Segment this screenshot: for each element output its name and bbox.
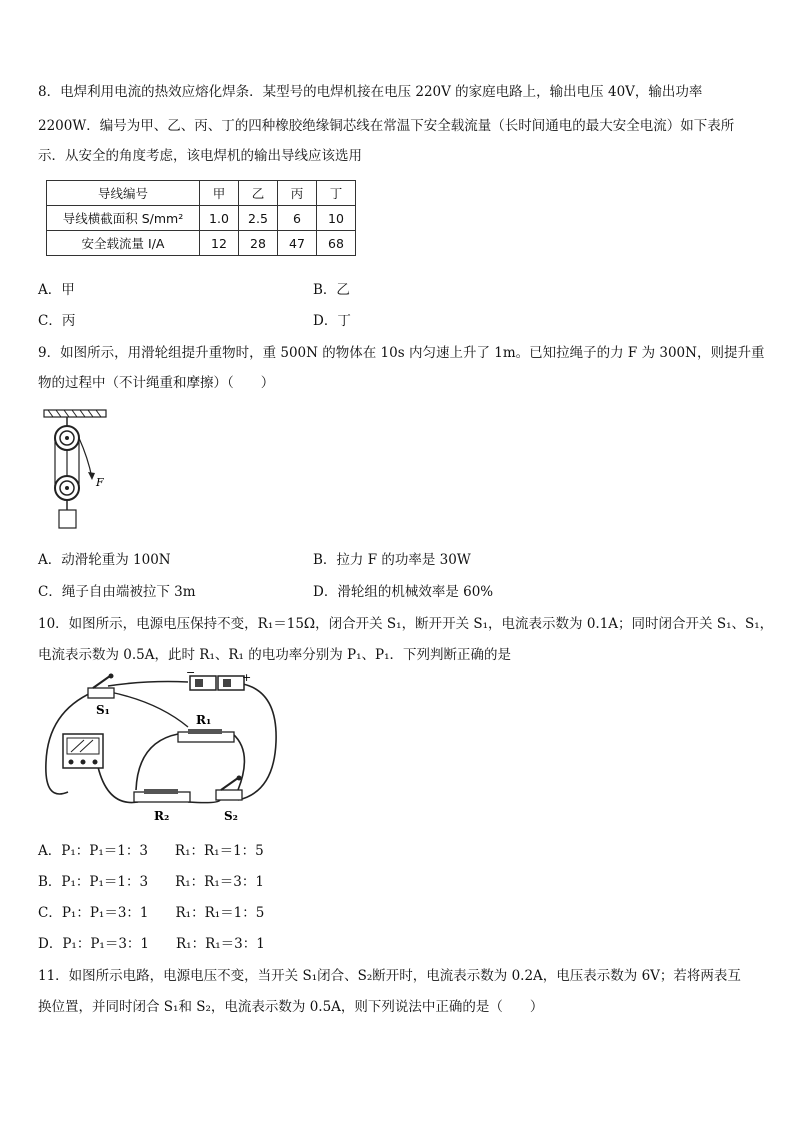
battery-icon (190, 676, 244, 690)
table-cell: 丁 (317, 181, 356, 206)
table-cell: 10 (317, 206, 356, 231)
q8-stem-line1: 8．电焊利用电流的热效应熔化焊条．某型号的电焊机接在电压 220V 的家庭电路上，输出电压 40V，输出功率 (38, 84, 703, 100)
pulley-system-figure (40, 408, 110, 533)
table-cell: 甲 (200, 181, 239, 206)
table-cell: 导线编号 (47, 181, 200, 206)
q10-stem-line1: 10．如图所示，电源电压保持不变，R₁＝15Ω，闭合开关 S₁，断开开关 S₁，电流表示数为 0.1A；同时闭合开关 S₁、S₁， (38, 616, 774, 632)
table-cell: 68 (317, 231, 356, 256)
ammeter-icon (63, 734, 103, 768)
table-row (47, 231, 356, 256)
table-cell: 1.0 (200, 206, 239, 231)
switch-s2-label: S₂ (224, 809, 238, 823)
q11-stem-line2: 换位置，并同时闭合 S₁和 S₂，电流表示数为 0.5A，则下列说法中正确的是（ ） (38, 999, 544, 1015)
resistor-r1-label: R₁ (196, 713, 212, 727)
table-row (47, 206, 356, 231)
table-cell: 6 (278, 206, 317, 231)
force-label: F (96, 476, 104, 489)
q9-option-a[interactable]: A．动滑轮重为 100N (38, 552, 171, 568)
q11-stem-line1: 11．如图所示电路，电源电压不变，当开关 S₁闭合、S₂断开时，电流表示数为 0.2A，电压表示数为 6V；若将两表互 (38, 968, 741, 984)
table-row (47, 181, 356, 206)
q10-option-b[interactable]: B．P₁：P₁＝1：3 R₁：R₁＝3：1 (38, 874, 264, 890)
table-cell: 28 (239, 231, 278, 256)
q9-option-d[interactable]: D．滑轮组的机械效率是 60% (313, 584, 494, 600)
q10-stem-line2: 电流表示数为 0.5A，此时 R₁、R₁ 的电功率分别为 P₁、P₁．下列判断正确的是 (38, 647, 512, 663)
resistor-r2-label: R₂ (154, 809, 170, 823)
q9-stem-line1: 9．如图所示，用滑轮组提升重物时，重 500N 的物体在 10s 内匀速上升了 1m。已知拉绳子的力 F 为 300N，则提升重 (38, 345, 765, 361)
battery-minus-label: − (186, 672, 196, 679)
q8-stem-line3: 示．从安全的角度考虑，该电焊机的输出导线应该选用 (38, 148, 362, 164)
table-cell: 12 (200, 231, 239, 256)
q8-option-d[interactable]: D．丁 (313, 313, 351, 329)
q8-option-a[interactable]: A．甲 (38, 282, 75, 298)
q9-option-c[interactable]: C．绳子自由端被拉下 3m (38, 584, 196, 600)
table-cell: 2.5 (239, 206, 278, 231)
table-cell: 安全载流量 I/A (47, 231, 200, 256)
q8-stem-line2: 2200W．编号为甲、乙、丙、丁的四种橡胶绝缘铜芯线在常温下安全载流量（长时间通电的最大安全电流）如下表所 (38, 118, 735, 134)
q8-option-c[interactable]: C．丙 (38, 313, 76, 329)
switch-s1-label: S₁ (96, 703, 110, 717)
q10-option-c[interactable]: C．P₁：P₁＝3：1 R₁：R₁＝1：5 (38, 905, 265, 921)
wire-spec-table (46, 180, 356, 256)
q8-option-b[interactable]: B．乙 (313, 282, 350, 298)
circuit-figure (38, 672, 288, 837)
q10-option-a[interactable]: A．P₁：P₁＝1：3 R₁：R₁＝1：5 (38, 843, 264, 859)
table-cell: 丙 (278, 181, 317, 206)
table-cell: 47 (278, 231, 317, 256)
resistor-r2-icon (134, 789, 190, 802)
q10-option-d[interactable]: D．P₁：P₁＝3：1 R₁：R₁＝3：1 (38, 936, 265, 952)
table-cell: 乙 (239, 181, 278, 206)
table-cell: 导线横截面积 S/mm² (47, 206, 200, 231)
q9-option-b[interactable]: B．拉力 F 的功率是 30W (313, 552, 471, 568)
resistor-r1-icon (178, 729, 234, 742)
battery-plus-label: + (242, 672, 252, 684)
q9-stem-line2: 物的过程中（不计绳重和摩擦）（ ） (38, 375, 275, 391)
